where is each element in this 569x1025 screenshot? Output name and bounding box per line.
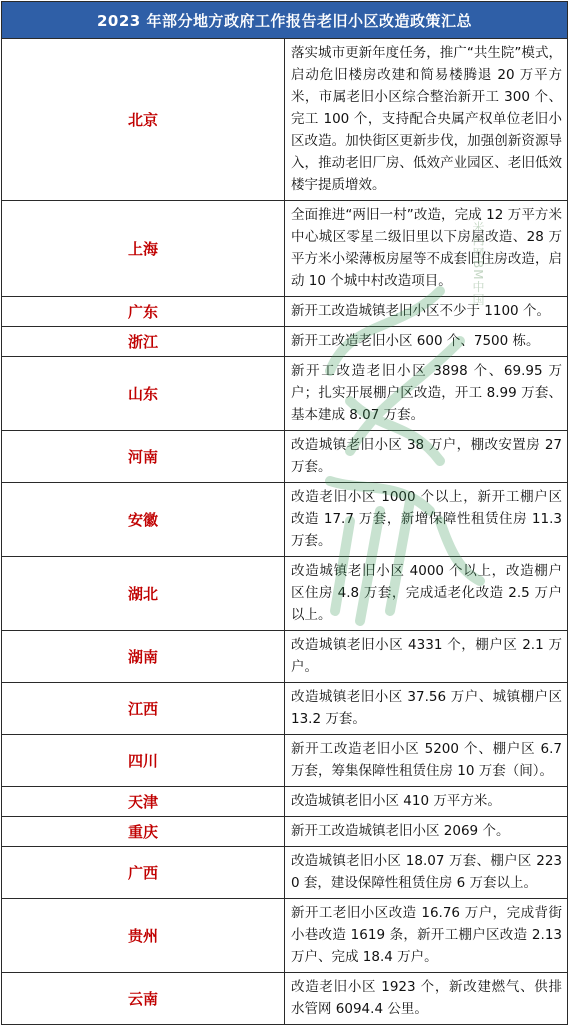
policy-cell: 新开工改造老旧小区 600 个、7500 栋。: [285, 327, 568, 357]
policy-cell: 新开工改造城镇老旧小区 2069 个。: [285, 817, 568, 847]
region-cell: 云南: [2, 973, 285, 1025]
region-cell: 四川: [2, 735, 285, 787]
region-cell: 广西: [2, 847, 285, 899]
region-cell: 湖南: [2, 631, 285, 683]
policy-cell: 改造城镇老旧小区 4331 个，棚户区 2.1 万户。: [285, 631, 568, 683]
table-row: [2, 557, 568, 631]
page: [0, 1, 569, 1017]
policy-cell: 新开工老旧小区改造 16.76 万户，完成背街小巷改造 1619 条，新开工棚户区改造 2.13 万户、完成 18.4 万户。: [285, 899, 568, 973]
table-body: [2, 39, 568, 1025]
region-cell: 浙江: [2, 327, 285, 357]
policy-cell: 全面推进“两旧一村”改造，完成 12 万平方米中心城区零星二级旧里以下房屋改造、28 万平方米小梁薄板房屋等不成套旧住房改造，启动 10 个城中村改造项目。: [285, 201, 568, 297]
region-cell: 上海: [2, 201, 285, 297]
policy-cell: 改造老旧小区 1000 个以上，新开工棚户区改造 17.7 万套，新增保障性租赁住房 11.3 万套。: [285, 483, 568, 557]
region-cell: 天津: [2, 787, 285, 817]
table-row: [2, 327, 568, 357]
policy-cell: 改造城镇老旧小区 37.56 万户、城镇棚户区 13.2 万套。: [285, 683, 568, 735]
table-title: 2023 年部分地方政府工作报告老旧小区改造政策汇总: [2, 2, 568, 39]
table-row: [2, 357, 568, 431]
region-cell: 广东: [2, 297, 285, 327]
policy-cell: 新开工改造老旧小区 5200 个、棚户区 6.7 万套，筹集保障性租赁住房 10 万套（间）。: [285, 735, 568, 787]
region-cell: 北京: [2, 39, 285, 201]
table-row: [2, 297, 568, 327]
region-cell: 山东: [2, 357, 285, 431]
title-row: [2, 2, 568, 39]
policy-cell: 改造城镇老旧小区 18.07 万套、棚户区 2230 套，建设保障性租赁住房 6 万套以上。: [285, 847, 568, 899]
table-row: [2, 683, 568, 735]
policy-cell: 落实城市更新年度任务，推广“共生院”模式，启动危旧楼房改建和简易楼腾退 20 万平方米，市属老旧小区综合整治新开工 300 个、完工 100 个，支持配合央属产权单位老旧小区改造。加快街区更新步伐，加强创新资源导入，推动老旧厂房、低效产业园区、老旧低效楼宇提质增效。: [285, 39, 568, 201]
table-row: [2, 631, 568, 683]
table-row: [2, 973, 568, 1025]
table-row: [2, 899, 568, 973]
policy-cell: 新开工改造城镇老旧小区不少于 1100 个。: [285, 297, 568, 327]
table-row: [2, 39, 568, 201]
table-row: [2, 817, 568, 847]
table-row: [2, 787, 568, 817]
policy-cell: 改造城镇老旧小区 4000 个以上，改造棚户区住房 4.8 万套，完成适老化改造 2.5 万户以上。: [285, 557, 568, 631]
table-row: [2, 735, 568, 787]
watermark-text: 米内网BM中国: [471, 221, 485, 307]
policy-cell: 改造城镇老旧小区 38 万户，棚改安置房 27 万套。: [285, 431, 568, 483]
policy-cell: 新开工改造老旧小区 3898 个、69.95 万户；扎实开展棚户区改造，开工 8.99 万套、基本建成 8.07 万套。: [285, 357, 568, 431]
region-cell: 江西: [2, 683, 285, 735]
region-cell: 湖北: [2, 557, 285, 631]
region-cell: 贵州: [2, 899, 285, 973]
region-cell: 河南: [2, 431, 285, 483]
table-row: [2, 847, 568, 899]
policy-table: [1, 1, 568, 1025]
table-row: [2, 431, 568, 483]
policy-cell: 改造老旧小区 1923 个，新改建燃气、供排水管网 6094.4 公里。: [285, 973, 568, 1025]
table-row: [2, 201, 568, 297]
table-row: [2, 483, 568, 557]
policy-cell: 改造城镇老旧小区 410 万平方米。: [285, 787, 568, 817]
region-cell: 重庆: [2, 817, 285, 847]
region-cell: 安徽: [2, 483, 285, 557]
